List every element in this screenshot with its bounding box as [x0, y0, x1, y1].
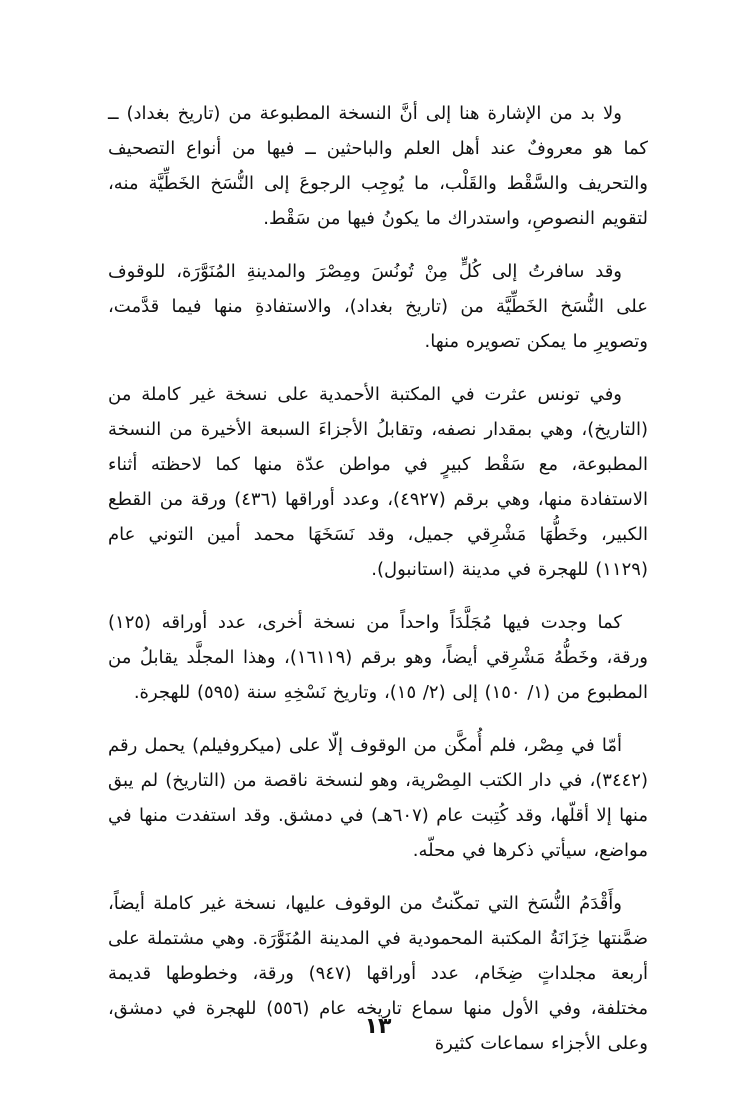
page-number: ١٣	[364, 1014, 392, 1039]
paragraph-travel: وقد سافرتُ إلى كُلٍّ مِنْ تُونُسَ ومِصْرَ والمدينةِ المُنَوَّرَة، للوقوف على النُّسَخ الخَطِّيَّة من (تاريخ بغداد)، والاستفادةِ منها فيما قدَّمت، وتصويرِ ما يمكن تصويره منها.	[108, 261, 648, 352]
paragraph-second-volume: كما وجدت فيها مُجَلَّدَاً واحداً من نسخة أخرى، عدد أوراقه (١٢٥) ورقة، وخَطُّهُ مَشْرِقي أيضاً، وهو برقم (١٦١١٩)، وهذا المجلَّد يقابلُ من المطبوع من (١/ ١٥٠) إلى (٢/ ١٥)، وتاريخ نَسْخِهِ سنة (٥٩٥) للهجرة.	[108, 612, 649, 703]
paragraph-egypt-microfilm: أمّا في مِصْر، فلم أُمكَّن من الوقوف إلّا على (ميكروفيلم) يحمل رقم (٣٤٤٢)، في دار الكتب المِصْرية، وهو لنسخة ناقصة من (التاريخ) لم يبق منها إلا أقلّها، وقد كُتِبت عام (٦٠٧هـ) في دمشق. وقد استفدت منها في مواضع، سيأتي ذكرها في محلّه.	[108, 735, 648, 861]
paragraph-medina-mahmudiya: وأَقْدَمُ النُّسَخ التي تمكّنتُ من الوقوف عليها، نسخة غير كاملة أيضاً، ضمَّنتها خِزَانَةُ المكتبة المحمودية في المدينة المُنَوَّرَة. وهي مشتملة على أربعة مجلداتٍ ضِخَام، عدد أوراقها (٩٤٧) ورقة، وخطوطها قديمة مختلفة، وفي الأول منها سماع تاريخه عام (٥٥٦) للهجرة في دمشق، وعلى الأجزاء سماعات كثيرة	[108, 893, 648, 1054]
main-text	[108, 96, 648, 1079]
paragraph-manuscript-need: ولا بد من الإشارة هنا إلى أنَّ النسخة المطبوعة من (تاريخ بغداد) ــ كما هو معروفٌ عند أهل العلم والباحثين ــ فيها من أنواع التصحيف والتحريف والسَّقْط والقَلْب، ما يُوجِب الرجوعَ إلى النُّسَخ الخَطِّيَّة منه، لتقويم النصوصِ، واستدراك ما يكونُ فيها من سَقْط.	[108, 103, 648, 229]
paragraph-tunis-ahmadiya: وفي تونس عثرت في المكتبة الأحمدية على نسخة غير كاملة من (التاريخ)، وهي بمقدار نصفه، وتقابلُ الأجزاءَ السبعة الأخيرة من النسخة المطبوعة، مع سَقْط كبيرٍ في مواطن عدّة منها كما لاحظته أثناء الاستفادة منها، وهي برقم (٤٩٢٧)، وعدد أوراقها (٤٣٦) ورقة من القطع الكبير، وخَطُّهَا مَشْرِقي جميل، وقد نَسَخَهَا محمد أمين التوني عام (١١٢٩) للهجرة في مدينة (استانبول).	[108, 384, 648, 580]
